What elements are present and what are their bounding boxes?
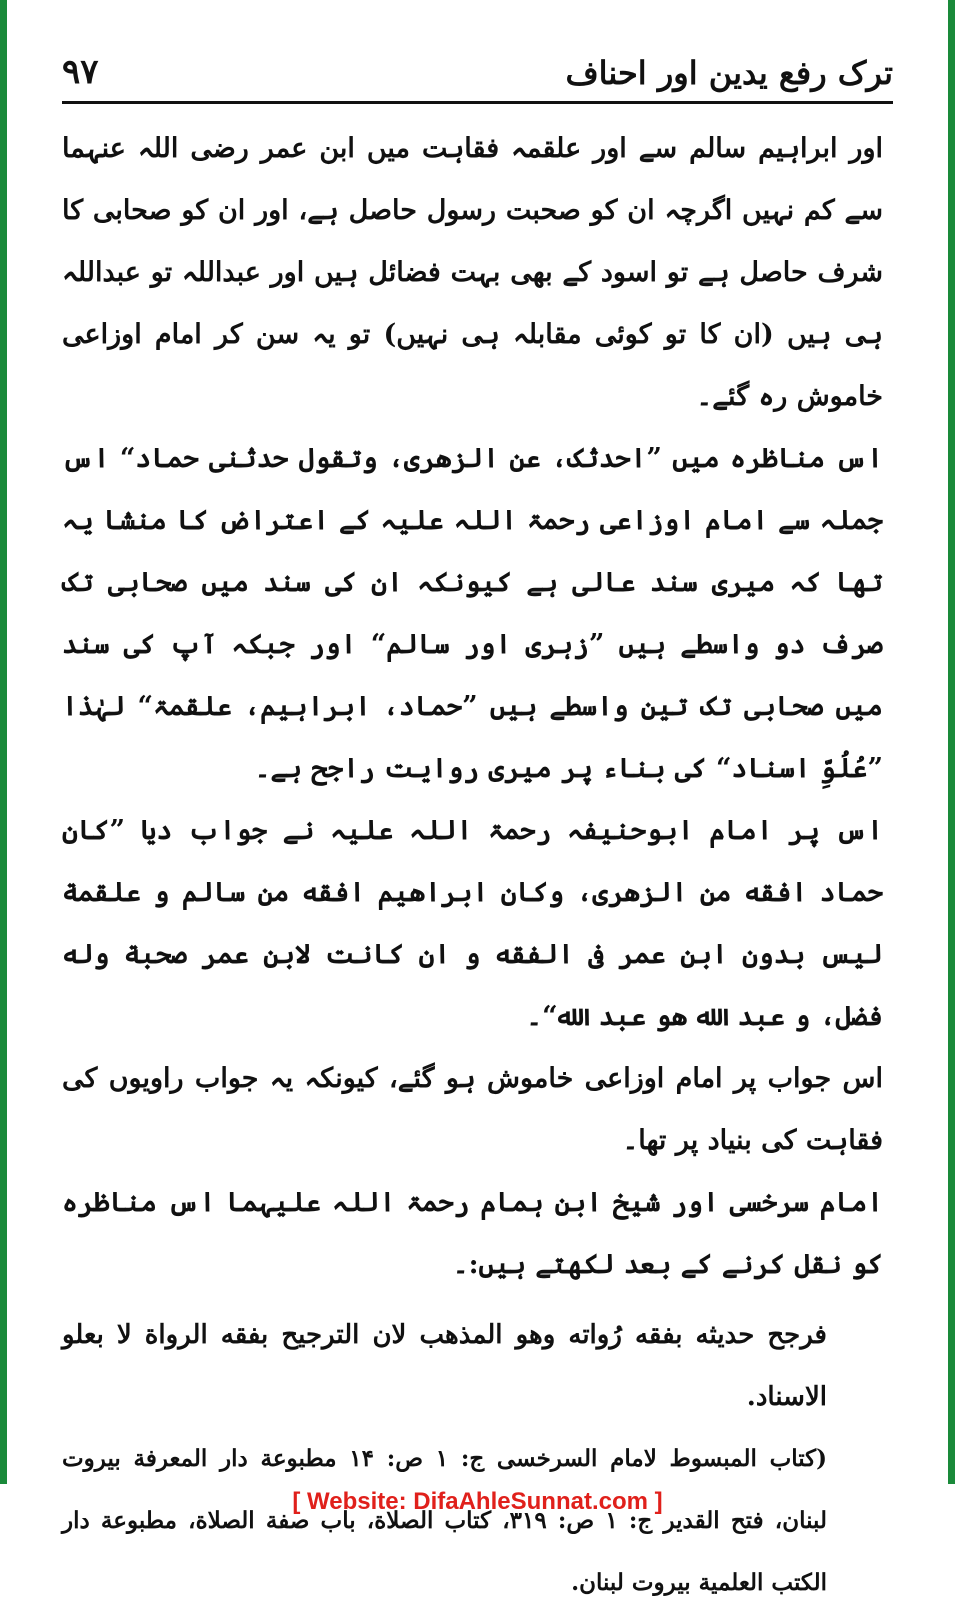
paragraph-4: اس جواب پر امام اوزاعی خاموش ہو گئے، کیونکہ یہ جواب راویوں کی فقاہت کی بنیاد پر تھا۔: [62, 1063, 883, 1156]
arabic-quote: فرجح حديثه بفقه رُواته وهو المذهب لان الترجيح بفقه الرواة لا بعلو الاسناد.: [62, 1320, 827, 1412]
page-header: [62, 52, 893, 104]
page-title: ترک رفع یدین اور احناف: [565, 54, 893, 92]
right-green-border: [948, 0, 955, 1484]
page-body: [62, 118, 883, 1614]
header-rule: [62, 101, 893, 104]
paragraph-2: اس مناظرہ میں ”احدثک، عن الزهری، وتقول حدثنی حماد“ اس جملہ سے امام اوزاعی رحمۃ اللہ علیہ کے اعتراض کا منشا یہ تھا کہ میری سند عالی ہے کیونکہ ان کی سند میں صحابی تک صرف دو واسطے ہیں ”زہری اور سالم“ اور جبکہ آپ کی سند میں صحابی تک تین واسطے ہیں ”حماد، ابراہیم، علقمۃ“ لہٰذا ”عُلُوِّ اسناد“ کی بناء پر میری روایت راجح ہے۔: [62, 443, 883, 784]
left-green-border: [0, 0, 7, 1484]
page-number: ۹۷: [62, 52, 99, 92]
website-footer: [ Website: DifaAhleSunnat.com ]: [292, 1488, 663, 1515]
paragraph-5: امام سرخسی اور شیخ ابن ہمام رحمۃ اللہ علیہما اس مناظرہ کو نقل کرنے کے بعد لکھتے ہیں:۔: [62, 1187, 883, 1280]
paragraph-3: اس پر امام ابوحنیفہ رحمۃ اللہ علیہ نے جواب دیا ”کان حماد افقه من الزهری، وكان ابراهيم افقه من سالم و علقمة ليس بدون ابن عمر فی الفقه و ان كانت لابن عمر صحبة وله فضل، و عبد الله هو عبد الله“۔: [62, 815, 883, 1032]
reference-citation: (كتاب المبسوط لامام السرخسی ج: ۱ ص: ۱۴ مطبوعة دار المعرفة بيروت لبنان، فتح القدير ج: ۱ ص: ۳۱۹، كتاب الصلاة، باب صفة الصلاة، مطبوعة دار الكتب العلمية بيروت لبنان.: [62, 1445, 828, 1596]
paragraph-1: اور ابراہیم سالم سے اور علقمہ فقاہت میں ابن عمر رضی اللہ عنہما سے کم نہیں اگرچہ ان کو صحبت رسول حاصل ہے، اور ان کو صحابی کا شرف حاصل ہے تو اسود کے بھی بہت فضائل ہیں اور عبداللہ تو عبداللہ ہی ہیں (ان کا تو کوئی مقابلہ ہی نہیں) تو یہ سن کر امام اوزاعی خاموش رہ گئے۔: [62, 133, 883, 412]
